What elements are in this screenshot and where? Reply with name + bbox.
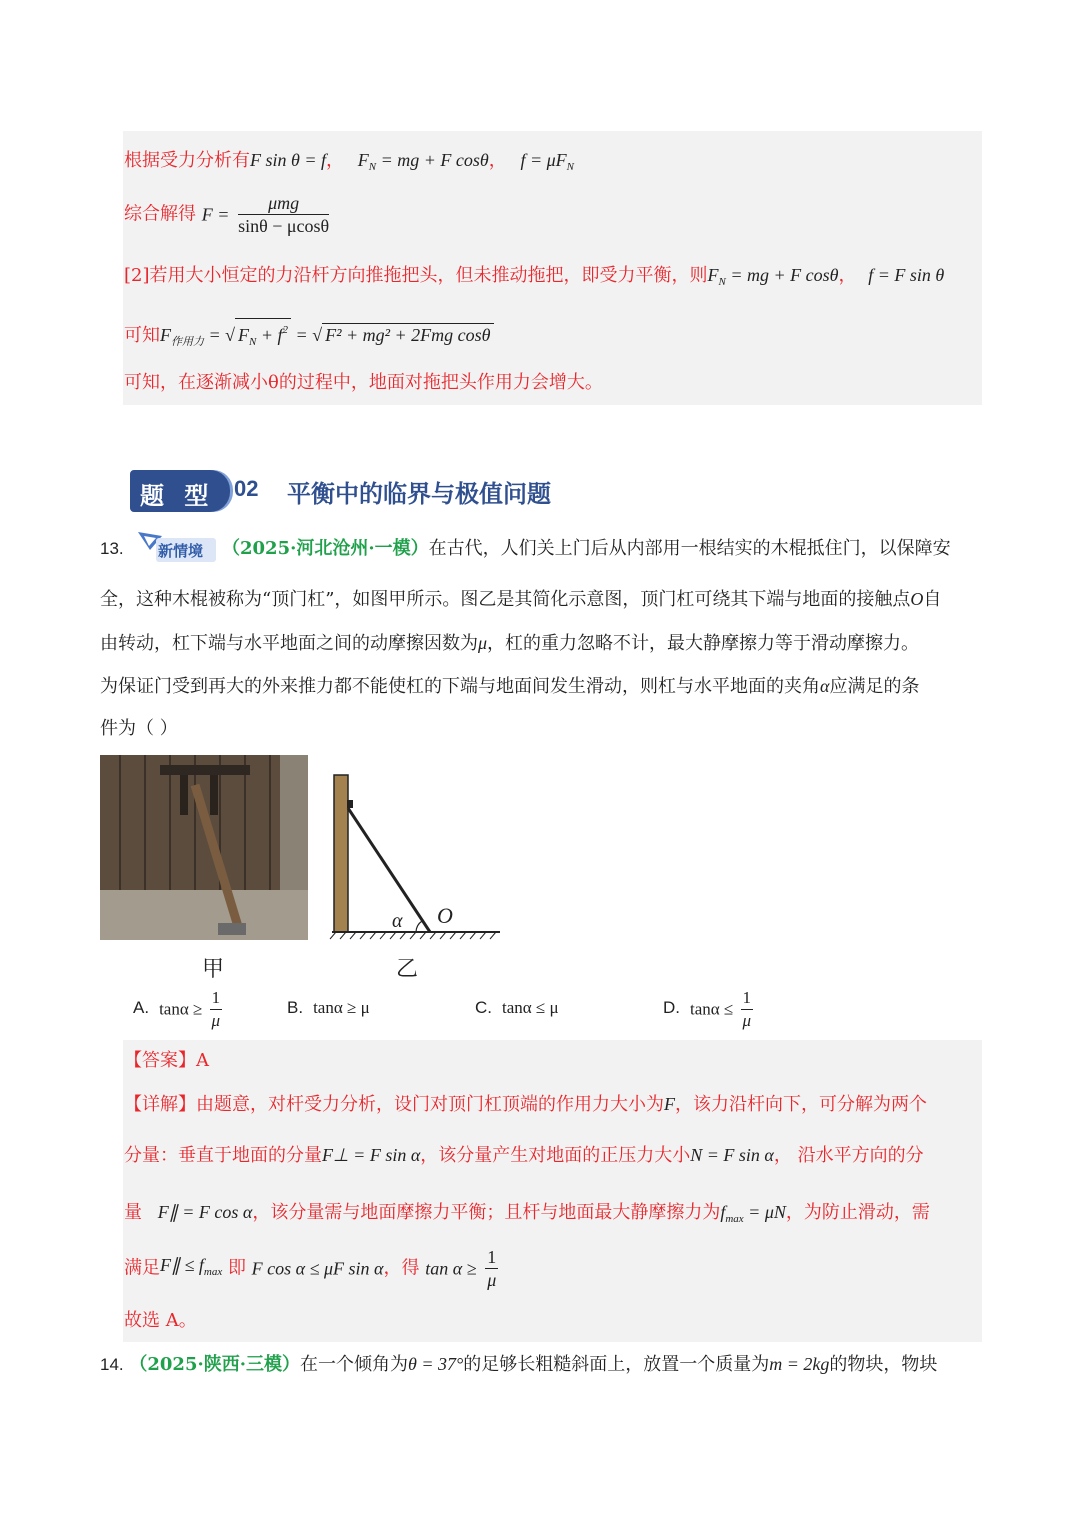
- equation-part: F: [357, 150, 369, 170]
- question-13-line-4: [100, 673, 982, 700]
- new-context-tag-text: 新情境: [158, 542, 204, 560]
- section-badge: [130, 470, 230, 512]
- detail-text: ，该分量需与地面摩擦力平衡；且杆与地面最大静摩擦力为: [252, 1202, 721, 1223]
- equation-part: F: [707, 265, 719, 285]
- question-text: ，杠的重力忽略不计，最大静摩擦力等于滑动摩擦力。: [487, 633, 920, 654]
- question-13-line-1: [222, 536, 982, 562]
- math-symbol: μ: [478, 633, 488, 653]
- detail-text: 量: [124, 1202, 142, 1223]
- photo-door-figure: [100, 755, 308, 940]
- figure-label-jia: 甲: [202, 957, 225, 982]
- schematic-O-label: O: [437, 903, 453, 928]
- math-symbol: F: [664, 1094, 675, 1114]
- option-label: D.: [663, 998, 680, 1018]
- math-symbol: O: [910, 589, 924, 609]
- subscript: 作用力: [171, 336, 204, 348]
- question-text: 在一个倾角为: [300, 1354, 409, 1375]
- numerator: μmg: [238, 192, 329, 215]
- option-label: B.: [287, 998, 304, 1017]
- option-math: tanα ≤: [690, 999, 734, 1019]
- option-d[interactable]: [663, 987, 756, 1032]
- detail-line-5: 故选 A。: [124, 1310, 197, 1331]
- detail-text: ， 沿水平方向的分: [773, 1145, 924, 1166]
- numerator: 1: [741, 987, 754, 1010]
- math-symbol: α: [820, 676, 830, 696]
- question-14-number: 14.: [100, 1355, 124, 1374]
- detail-text: ，该力沿杆向下，可分解为两个: [675, 1094, 927, 1115]
- radicand-part: + f: [256, 325, 283, 345]
- equation-part: = μN: [743, 1202, 786, 1222]
- section-title: 平衡中的临界与极值问题: [287, 480, 551, 508]
- equation: F cos α ≤ μF sin α: [251, 1258, 384, 1279]
- text-prefix: 综合解得: [124, 203, 196, 225]
- question-source: （2025·河北沧州·一模）: [222, 538, 429, 559]
- radicand-part: F: [238, 325, 250, 345]
- question-text: 的物块，物块: [829, 1354, 938, 1375]
- question-text: 的足够长粗糙斜面上，放置一个质量为: [463, 1354, 770, 1375]
- detail-line-1: [124, 1091, 927, 1118]
- option-b[interactable]: [287, 998, 370, 1018]
- solution-line-1: [124, 147, 574, 180]
- equation-part: f = μF: [520, 150, 567, 170]
- schematic-figure: [328, 772, 503, 942]
- fraction: [238, 192, 329, 237]
- denominator: μ: [211, 1011, 221, 1030]
- detail-text: ，得: [383, 1257, 420, 1279]
- subscript: N: [368, 161, 377, 173]
- option-fraction: [210, 987, 223, 1032]
- question-text: 为保证门受到再大的外来推力都不能使杠的下端与地面间发生滑动，则杠与水平地面的夹角: [100, 676, 820, 697]
- equation-part: = mg + F cosθ: [376, 150, 489, 170]
- detail-text: ，为防止滑动，需: [785, 1202, 930, 1223]
- option-c[interactable]: [475, 998, 559, 1018]
- question-source: （2025·陕西·三模）: [129, 1354, 301, 1375]
- option-math: tanα ≤ μ: [502, 998, 559, 1017]
- solution-line-5: 可知，在逐渐减小θ的过程中，地面对拖把头作用力会增大。: [124, 372, 603, 393]
- equation: N = F sin α: [690, 1145, 774, 1165]
- equation-lhs: F =: [201, 204, 230, 225]
- subscript: N: [718, 276, 726, 288]
- equals: =: [291, 325, 313, 345]
- equation: tan α ≥: [425, 1258, 477, 1279]
- detail-line-2: [124, 1142, 924, 1169]
- option-label: A.: [133, 998, 150, 1018]
- question-13-line-2: [100, 586, 982, 613]
- text-prefix: [2]若用大小恒定的力沿杆方向推拖把头，但未推动拖把，即受力平衡，则: [124, 265, 708, 286]
- subscript: N: [249, 336, 257, 348]
- equation: m = 2kg: [769, 1354, 830, 1374]
- detail-text: 满足: [124, 1257, 160, 1279]
- question-text: 由转动，杠下端与水平地面之间的动摩擦因数为: [100, 633, 478, 654]
- equals: =: [204, 325, 226, 345]
- text-prefix: 可知: [124, 325, 160, 346]
- subscript: N: [566, 161, 574, 173]
- subscript: max: [203, 1266, 223, 1278]
- denominator: μ: [742, 1011, 752, 1030]
- detail-tag: 【详解】: [124, 1094, 196, 1115]
- section-badge-text: 题 型: [140, 481, 215, 510]
- option-math: tanα ≥: [159, 999, 203, 1019]
- option-label: C.: [475, 998, 492, 1017]
- question-13-number: 13.: [100, 539, 124, 558]
- question-text: 在古代，人们关上门后从内部用一根结实的木棍抵住门，以保障安: [428, 538, 951, 559]
- subscript: max: [725, 1213, 744, 1225]
- question-text: 全，这种木棍被称为“顶门杠”，如图甲所示。图乙是其简化示意图，顶门杠可绕其下端与地面的接触点: [100, 589, 911, 610]
- numerator: 1: [210, 987, 223, 1010]
- fraction: [485, 1246, 498, 1291]
- equation-part: F: [160, 325, 171, 345]
- answer-line: 【答案】A: [124, 1050, 209, 1071]
- equation: F⊥ = F sin α: [322, 1145, 421, 1165]
- detail-text: ，该分量产生对地面的正压力大小: [420, 1145, 691, 1166]
- equation-part: = mg + F cosθ: [725, 265, 839, 285]
- schematic-alpha-label: α: [392, 910, 403, 932]
- separator: ，: [326, 150, 344, 171]
- solution-line-2: [124, 192, 332, 237]
- question-13-line-5: 件为（ ）: [100, 718, 178, 739]
- question-text: 自: [923, 589, 942, 610]
- denominator: μ: [487, 1270, 497, 1290]
- detail-text: 分量：垂直于地面的分量: [124, 1145, 322, 1166]
- equation: θ = 37°: [408, 1354, 464, 1374]
- section-number: 02: [234, 476, 259, 501]
- equation: F sin θ = f: [250, 150, 326, 170]
- text-prefix: 根据受力分析有: [124, 150, 250, 171]
- separator: ，: [838, 265, 857, 286]
- option-math: tanα ≥ μ: [313, 998, 370, 1017]
- question-14-line-1: [100, 1351, 982, 1378]
- new-context-tag: [136, 530, 216, 564]
- equation-part: F∥ ≤ f: [160, 1255, 204, 1275]
- equation-part: f: [720, 1202, 726, 1222]
- question-text: 应满足的条: [829, 676, 920, 697]
- solution-box-q13: [123, 1040, 982, 1342]
- equation: F∥ = F cos α: [157, 1202, 253, 1222]
- detail-line-4: [124, 1246, 501, 1291]
- option-a[interactable]: [133, 987, 225, 1032]
- equation: f = F sin θ: [868, 265, 945, 285]
- numerator: 1: [487, 1247, 497, 1267]
- detail-text: 由题意，对杆受力分析，设门对顶门杠顶端的作用力大小为: [196, 1094, 664, 1115]
- solution-line-3: [124, 262, 944, 295]
- denominator: sinθ − μcosθ: [238, 216, 330, 236]
- detail-text: 即: [227, 1257, 246, 1279]
- solution-line-4: 可知$F_{作用力}$ = √ $F_N + f^2$ = √ F² + mg² + 2Fmg cosθ: [124, 318, 494, 355]
- radicand: F² + mg² + 2Fmg cosθ: [322, 323, 493, 346]
- option-fraction: [741, 987, 754, 1032]
- detail-line-3: [124, 1199, 930, 1232]
- figure-label-yi: 乙: [396, 957, 419, 982]
- question-13-line-3: [100, 630, 982, 657]
- separator: ，: [488, 150, 507, 171]
